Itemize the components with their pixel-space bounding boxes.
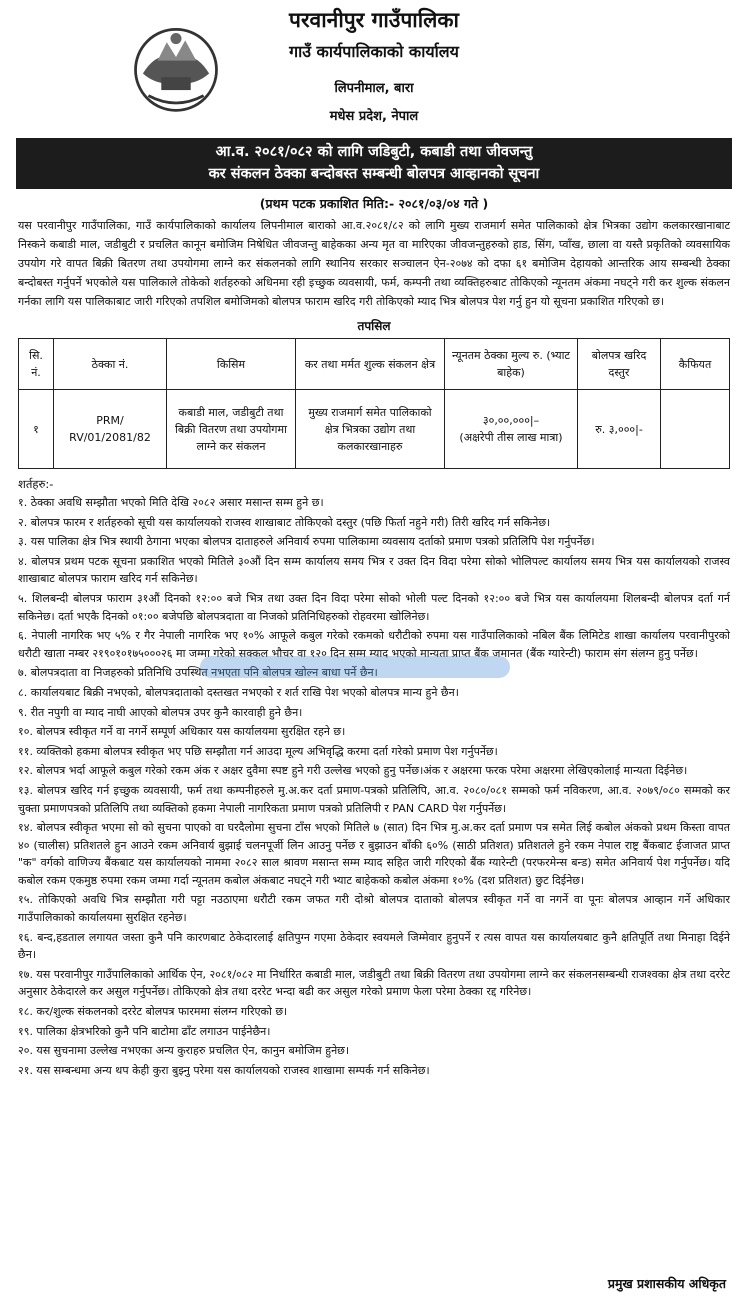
cell-min-amount [445, 390, 578, 469]
cell-contract-no: PRM/ RV/01/2081/82 [54, 390, 167, 469]
banner-line-1: आ.व. २०८१/०८२ को लागि जडिबुटी, कबाडी तथा जीवजन्तु [215, 144, 533, 160]
header-min-amount: न्यूनतम ठेक्का मुल्य रु. (भ्याट बाहेक) [445, 339, 578, 390]
terms-title: शर्तहरु:- [18, 477, 54, 491]
header-kind: किसिम [167, 339, 296, 390]
term-item: १०. बोलपत्र स्वीकृत गर्ने वा नगर्ने सम्पूर्ण अधिकार यस कार्यालयमा सुरक्षित रहने छ। [18, 725, 346, 739]
notice-banner [16, 138, 732, 189]
term-item: १. ठेक्का अवधि सम्झौता भएको मिति देखि २०८२ असार मसान्त सम्म हुने छ। [18, 496, 324, 509]
cell-kind: कबाडी माल, जडीबुटी तथा बिक्री वितरण तथा उपयोगमा लाग्ने कर संकलन [167, 390, 296, 469]
table-row [19, 390, 730, 469]
banner-line-2: कर संकलन ठेक्का बन्दोबस्त सम्बन्धी बोलपत्र आव्हानको सूचना [208, 166, 540, 182]
term-item: ५. शिलबन्दी बोलपत्र फाराम ३१औं दिनको १२:०० बजे भित्र तथा उक्त दिन विदा परेमा सोको भोली पल्ट दिनको १२:०० बजे भित्र यस कार्यालयमा शिलबन्दी बोलपत्र दर्ता गर्न सकिनेछ। दर्ता भएकै दिनको ०१:०० बजेपछि बोलपत्रदाता वा निजको प्रतिनिधिहरुको रोहवरमा खोलिनेछ। [18, 591, 730, 623]
letterhead [18, 0, 730, 138]
schedule-title: तपसिल [357, 319, 391, 333]
office-location: लिपनीमाल, बारा [334, 81, 414, 96]
header-area: कर तथा मर्मत शुल्क संकलन क्षेत्र [296, 339, 445, 390]
min-amount-figure: ३०,००,०००|– [482, 414, 540, 427]
nepal-emblem-icon [130, 22, 222, 114]
term-item: ३. यस पालिका क्षेत्र भित्र स्थायी ठेगाना भएका बोलपत्र दाताहरुले अनिवार्य रुपमा पालिकामा व्यवसाय दर्ताको प्रमाण पत्रको प्रतिलिपि पेश गर्नुपर्नेछ। [18, 535, 595, 549]
intro-paragraph: यस परवानीपुर गाउँपालिका, गाउँ कार्यपालिकाको कार्यालय लिपनीमाल बाराको आ.व.२०८१/८२ को लागि मुख्य राजमार्ग समेत पालिकाको क्षेत्र भित्रका उद्योग कलकारखानाबाट निस्कने कबाडी माल, जडीबुटी र प्रचलित कानून बमोजिम निषेधित जीवजन्तु बाहेकका अन्य मृत वा मारिएका जीवजन्तुहरुको हाड, सिंग, प्वाँख, छाला वा यस्तै प्रकृतिको व्यवसायिक उपयोग गरे वापत बिक्री बितरण तथा उपयोगमा लाग्ने कर संकलनको लागि स्थानिय सरकार सञ्चालन ऐन-२०७४ को दफा ६१ बमोजिम देहायको आन्तरिक आय सम्बन्धी ठेक्का बन्दोबस्त गर्नुपर्ने भएकोले यस पालिकाले तोकेको शर्तहरुको अधिनमा रही इच्छुक व्यवसायी, फर्म, कम्पनी तथा व्यक्तिहरुबाट तोकिएको न्यूनतम अंकमा नघट्ने गरी कर शुल्क संकलन गर्नका लागि यस पालिकाबाट जारी गरिएको तपशिल बमोजिमको बोलपत्र फाराम खरिद गरी तोकिएको म्याद भित्र बोलपत्र पेश गर्नु हुन यो सूचना प्रकाशित गरिएको छ। [18, 219, 730, 308]
table-header-row [19, 339, 730, 390]
header-sn: सि. नं. [19, 339, 54, 390]
municipality-title: परवानीपुर गाउँपालिका [289, 8, 459, 32]
term-item: १३. बोलपत्र खरिद गर्न इच्छुक व्यवसायी, फर्म तथा कम्पनीहरुले मु.अ.कर दर्ता प्रमाण-पत्रको प्रतिलिपि, आ.व. २०८०/०८१ सम्मको फर्म नविकरण, आ.व. २०७९/०८० सम्मको कर चुक्ता प्रमाणपत्रको प्रतिलिपि तथा व्यक्तिको हकमा नेपाली नागरिकता प्रमाण पत्रको प्रतिलिपी र PAN CARD पेश गर्नुपर्नेछ। [18, 783, 730, 815]
term-item: ९. रीत नपुगी वा म्याद नाघी आएको बोलपत्र उपर कुनै कारवाही हुने छैन। [18, 705, 303, 719]
header-remarks: कैफियत [661, 339, 730, 390]
term-item: ७. बोलपत्रदाता वा निजहरुको प्रतिनिधि उपस्थित नभएता पनि बोलपत्र खोल्न बाधा पर्ने छैन। [18, 666, 378, 680]
contract-table [18, 338, 730, 469]
term-item: १८. कर/शुल्क संकलनको दररेट बोलपत्र फारममा संलग्न गरिएको छ। [18, 1005, 288, 1019]
office-name: गाउँ कार्यपालिकाको कार्यालय [289, 42, 459, 61]
min-amount-words: (अक्षरेपी तीस लाख मात्रा) [459, 431, 563, 444]
term-item: २१. यस सम्बन्धमा अन्य थप केही कुरा बुझ्नु परेमा यस कार्यालयको राजस्व शाखामा सम्पर्क गर्न सकिनेछ। [18, 1063, 430, 1077]
province-name: मधेस प्रदेश, नेपाल [329, 109, 419, 124]
signatory-title: प्रमुख प्रशासकीय अधिकृत [607, 1276, 726, 1291]
term-item: ८. कार्यालयबाट बिक्री नभएको, बोलपत्रदाताको दस्तखत नभएको र शर्त राखि पेश भएको बोलपत्र मान्य हुने छैन। [18, 685, 459, 699]
cell-remarks [661, 390, 730, 469]
watermark-logo [200, 652, 510, 682]
term-item: १७. यस परवानीपुर गाउँपालिकाको आर्थिक ऐन, २०८१/०८२ मा निर्धारित कबाडी माल, जडीबुटी तथा बिक्री वितरण तथा उपयोगमा लाग्ने कर संकलनसम्बन्धी राजश्वका क्षेत्र तथा दररेट अनुसार ठेकेदारले कर असुल गर्नुपर्नेछ। तोकिएको क्षेत्र तथा दररेट भन्दा बढी कर असुल गरेको प्रमाण फेला परेमा ठेक्का रद्द गरिनेछ। [18, 967, 730, 999]
term-item: ११. व्यक्तिको हकमा बोलपत्र स्वीकृत भए पछि सम्झौता गर्न आउदा मूल्य अभिवृद्धि करमा दर्ता गरेको प्रमाण पेश गर्नुपर्नेछ। [18, 744, 498, 758]
cell-form-fee: रु. ३,०००|- [578, 390, 661, 469]
header-contract-no: ठेक्का नं. [54, 339, 167, 390]
term-item: १५. तोकिएको अवधि भित्र सम्झौता गरी पट्टा नउठाएमा धरौटी रकम जफत गरी दोश्रो बोलपत्र दाताको बोलपत्र स्वीकृत गर्ने वा नगर्ने वा पूनः बोलपत्र आव्हान गर्ने अधिकार गाउँपालिकाको कार्यालयमा सुरक्षित रहनेछ। [18, 893, 730, 925]
term-item: १६. बन्द,हडताल लगायत जस्ता कुनै पनि कारणबाट ठेकेदारलाई क्षतिपुग्न गएमा ठेकेदार स्वयमले जिम्मेवार हुनुपर्ने र त्यस वापत यस कार्यालयबाट कुनै क्षतिपूर्ति तथा मिनाहा दिईने छैन। [18, 930, 730, 962]
term-item: १९. पालिका क्षेत्रभरिको कुनै पनि बाटोमा ढाँट लगाउन पाईनेछैन। [18, 1024, 271, 1038]
term-item: २०. यस सुचनामा उल्लेख नभएका अन्य कुराहरु प्रचलित ऐन, कानुन बमोजिम हुनेछ। [18, 1044, 350, 1058]
cell-area: मुख्य राजमार्ग समेत पालिकाको क्षेत्र भित्रका उद्योग तथा कलकारखानाहरु [296, 390, 445, 469]
header-form-fee: बोलपत्र खरिद दस्तुर [578, 339, 661, 390]
term-item: ६. नेपाली नागरिक भए ५% र गैर नेपाली नागरिक भए १०% आफूले कबुल गरेको रकमको धरौटीको रुपमा यस गाउँपालिकाको नबिल बैंक लिमिटेड शाखा कार्यालय परवानीपुरको धरौटी खाता नम्बर २१९०१०१७५०००२६ मा जम्मा गरेको सक्कल भौचर वा १२० दिन सम्म म्याद भएको मान्यता प्राप्त बैंक जमानत (बैंक ग्यारेन्टी) फाराम संग संलग्न हुनु पर्नेछ। [18, 629, 730, 660]
cell-sn: १ [19, 390, 54, 469]
term-item: १२. बोलपत्र भर्दा आफूले कबुल गरेको रकम अंक र अक्षर दुवैमा स्पष्ट हुने गरी उल्लेख भएको हुनु पर्नेछ।अंक र अक्षरमा फरक परेमा अक्षरमा लेखिएकोलाई मान्यता दिईनेछ। [18, 764, 688, 778]
term-item: ४. बोलपत्र प्रथम पटक सूचना प्रकाशित भएको मितिले ३०औं दिन सम्म कार्यालय समय भित्र र उक्त दिन विदा परेमा सोको भोलिपल्ट कार्यालय समय भित्र यस कार्यालयको राजस्व शाखाबाट बोलपत्र फाराम खरिद गर्न सकिनेछ। [18, 554, 730, 586]
term-item: १४. बोलपत्र स्वीकृत भएमा सो को सुचना पाएको वा घरदैलोमा सुचना टाँस भएको मितिले ७ (सात) दिन भित्र मु.अ.कर दर्ता प्रमाण पत्र समेत लिई कबोल अंकको प्रथम किस्ता वापत ४० (चालीस) प्रतिशतले हुन आउने रकम अनिवार्य बुझाई चलनपूर्जी लिन आउनु पर्नेछ र बुझाउन बाँकी ६०% (साठी प्रतिशत) प्रतिशतले हुने रकम नेपाल राष्ट्र बैंकबाट ईजाजत प्राप्त "क" वर्गको वाणिज्य बैंकबाट यस कार्यालयको नाममा २०८२ साल श्रावण मसान्त सम्म म्याद सहित जारी गरिएको बैंक ग्यारेन्टी (परफरमेन्स बन्ड) समेत अनिवार्य पेश गर्नुपर्नेछ। यदि कबोल रकम एकमुष्ठ रुपमा रकम जम्मा गर्दा न्यूनतम कबोल अंकबाट नघट्ने गरी भ्याट बाहेकको कबोल अंकमा १०% (दश प्रतिशत) छुट दिईनेछ। [18, 821, 730, 887]
publication-date: (प्रथम पटक प्रकाशित मिति:- २०८१/०३/०४ गते ) [259, 196, 489, 211]
terms-list [18, 494, 730, 1079]
term-item: २. बोलपत्र फारम र शर्तहरुको सूची यस कार्यालयको राजस्व शाखाबाट तोकिएको दस्तुर (पछि फिर्ता नहुने गरी) तिरी खरिद गर्न सकिनेछ। [18, 515, 551, 529]
